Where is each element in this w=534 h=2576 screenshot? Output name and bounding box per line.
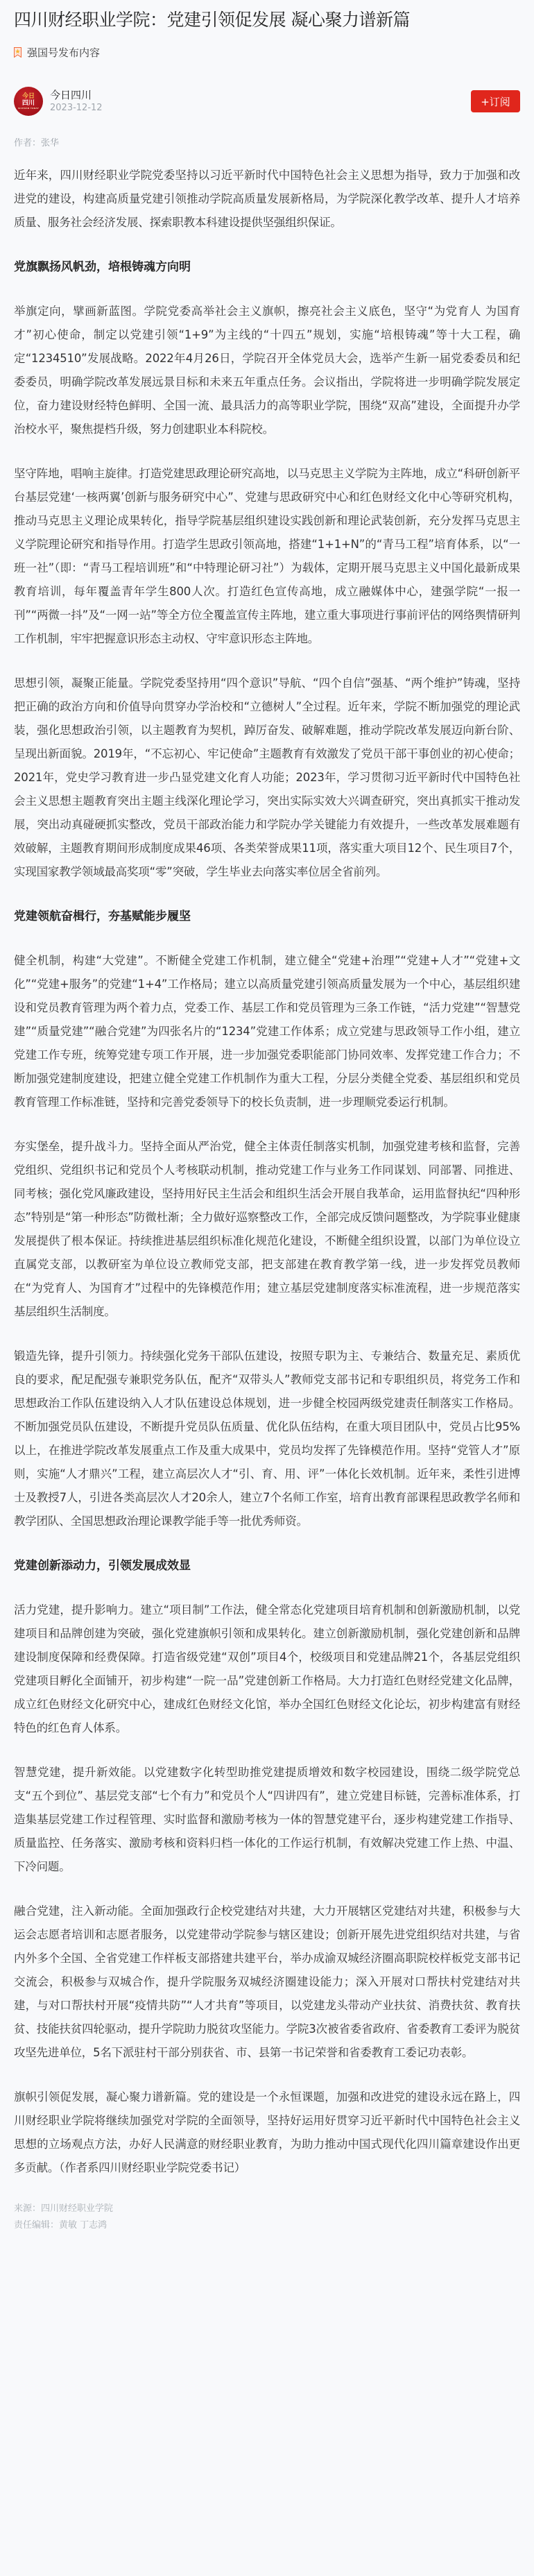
- editor-credit: 责任编辑：黄敏 丁志鸿: [14, 2220, 107, 2230]
- paragraph: 坚守阵地，唱响主旋律。打造党建思政理论研究高地，以马克思主义学院为主阵地，成立“科研创新平台基层党建‘一核两翼’创新与服务研究中心”、党建与思政研究中心和红色财经文化中心等研究机构，推动马克思主义理论成果转化，指导学院基层组织建设实践创新和理论武装创新，充分发挥马克思主义学院理论研究和指导作用。打造学生思政引领高地，搭建“1+1+N”的“青马工程”培育体系，以“一班一社”（即：“青马工程培训班”和“中特理论研习社”）为载体，定期开展马克思主义中国化最新成果教育培训，每年覆盖青年学生800人次。打造红色宣传高地，成立融媒体中心，建强学院“一报一刊”“两微一抖”及“一网一站”等全方位全覆盖宣传主阵地，建立重大事项进行事前评估的网络舆情研判工作机制，牢牢把握意识形态主动权、守牢意识形态主阵地。: [14, 467, 520, 645]
- paragraph: 夯实堡垒，提升战斗力。坚持全面从严治党，健全主体责任制落实机制，加强党建考核和监督，完善党组织、党组织书记和党员个人考核联动机制，推动党建工作与业务工作同谋划、同部署、同推进、同考核；强化党风廉政建设，坚持用好民主生活会和组织生活会开展自我革命，运用监督执纪“四种形态”特别是“第一种形态”防微杜渐；全力做好巡察整改工作，全部完成反馈问题整改，为学院事业健康发展提供了根本保证。持续推进基层组织标准化规范化建设，不断健全组织设置，以部门为单位设立直属党支部，以教研室为单位设立教师党支部，把支部建在教育教学第一线，进一步发挥党员教师在“为党育人、为国育才”过程中的先锋模范作用；建立基层党建制度落实标准流程，进一步规范落实基层组织生活制度。: [14, 1140, 520, 1318]
- subscribe-button[interactable]: +订阅: [471, 90, 520, 112]
- account-meta: [50, 88, 103, 114]
- paragraph: 近年来，四川财经职业学院党委坚持以习近平新时代中国特色社会主义思想为指导，致力于加强和改进党的建设，构建高质量党建引领推动学院高质量发展新格局，为学院深化教学改革、提升人才培养质量、服务社会经济发展、探索职教本科建设提供坚强组织保证。: [14, 169, 520, 229]
- bookmark-star-icon: [14, 47, 21, 58]
- avatar-text-line1: 今日: [21, 92, 35, 100]
- author-line: 作者：张华: [14, 138, 60, 148]
- source-tag: [14, 44, 520, 60]
- avatar[interactable]: [14, 87, 43, 116]
- paragraph: 旗帜引领促发展，凝心聚力谱新篇。党的建设是一个永恒课题，加强和改进党的建设永远在路上，四川财经职业学院将继续加强党对学院的全面领导，坚持好运用好贯穿习近平新时代中国特色社会主义思想的立场观点方法，办好人民满意的财经职业教育，为助力推动中国式现代化四川篇章建设作出更多贡献。（作者系四川财经职业学院党委书记）: [14, 2090, 520, 2174]
- account-header: [14, 86, 520, 117]
- section-heading: 党旗飘扬风帆劲，培根铸魂方向明: [14, 260, 191, 274]
- paragraph: 融合党建，注入新动能。全面加强政行企校党建结对共建，大力开展辖区党建结对共建，积极参与大运会志愿者培训和志愿者服务，以党建带动学院参与辖区建设；创新开展先进党组织结对共建，与省内外多个全国、全省党建工作样板支部搭建共建平台，举办成渝双城经济圈高职院校样板党支部书记交流会，积极参与双城合作，提升学院服务双城经济圈建设能力；深入开展对口帮扶村党建结对共建，与对口帮扶村开展“疫情共防”“人才共育”等项目，以党建龙头带动产业扶贫、消费扶贫、教育扶贫、技能扶贫四轮驱动，提升学院助力脱贫攻坚能力。学院3次被省委省政府、省委教育工委评为脱贫攻坚先进单位，5名下派驻村干部分别获省、市、县第一书记荣誉和省委教育工委记功表彰。: [14, 1904, 520, 2059]
- article-title: 四川财经职业学院：党建引领促发展 凝心聚力谱新篇: [14, 10, 410, 30]
- account-name[interactable]: 今日四川: [50, 89, 92, 101]
- section-heading: 党建领航奋楫行，夯基赋能步履坚: [14, 910, 191, 923]
- paragraph: 锻造先锋，提升引领力。持续强化党务干部队伍建设，按照专职为主、专兼结合、数量充足、素质优良的要求，配足配强专兼职党务队伍，配齐“双带头人”教师党支部书记和专职组织员，将党务工作和思想政治工作队伍建设纳入人才队伍建设总体规划，进一步健全校园两级党建责任制落实工作格局。不断加强党员队伍建设，不断提升党员队伍质量、优化队伍结构，在重大项目团队中，党员占比95%以上，在推进学院改革发展重点工作及重大成果中，党员均发挥了先锋模范作用。坚持“党管人才”原则，实施“人才鼎兴”工程，建立高层次人才“引、育、用、评”一体化长效机制。近年来，柔性引进博士及教授7人，引进各类高层次人才20余人，建立7个名师工作室，培育出教育部课程思政教学名师和教学团队、全国思想政治理论课教学能手等一批优秀师资。: [14, 1349, 520, 1528]
- paragraph: 思想引领，凝聚正能量。学院党委坚持用“四个意识”导航、“四个自信”强基、“两个维护”铸魂，坚持把正确的政治方向和价值导向贯穿办学治校和“立德树人”全过程。近年来，学院不断加强党的理论武装，强化思想政治引领，以主题教育为契机，踔厉奋发、破解难题，推动学院改革发展迈向新台阶、呈现出新面貌。2019年，“不忘初心、牢记使命”主题教育有效激发了党员干部干事创业的初心使命；2021年，党史学习教育进一步凸显党建文化育人功能；2023年，学习贯彻习近平新时代中国特色社会主义思想主题教育突出主题主线深化理论学习，突出实际实效大兴调查研究，突出真抓实干推动发展，突出动真碰硬抓实整改，党员干部政治能力和学院办学关键能力有效提升，一些改革发展难题有效破解，主题教育期间形成制度成果46项、各类荣誉成果11项，落实重大项目12个、民生项目7个，实现国家教学领域最高奖项“零”突破，学生毕业去向落实率位居全省前列。: [14, 676, 520, 878]
- section-heading: 党建创新添动力，引领发展成效显: [14, 1559, 191, 1573]
- paragraph: 活力党建，提升影响力。建立“项目制”工作法，健全常态化党建项目培育机制和创新激励机制，以党建项目和品牌创建为突破，强化党建旗帜引领和成果转化。建立创新激励机制，强化党建创新和品牌建设制度保障和经费保障。打造省级党建“双创”项目4个，校级项目和党建品牌21个，各基层党组织党建项目孵化全面铺开，初步构建“一院一品”党建创新工作格局。大力打造红色财经党建文化品牌，成立红色财经文化研究中心，建成红色财经文化馆，举办全国红色财经文化论坛，初步构建富有财经特色的红色育人体系。: [14, 1603, 520, 1734]
- avatar-text-line3: SICHUAN TODAY: [17, 106, 40, 110]
- article-footer: [14, 2201, 520, 2234]
- publish-date: 2023-12-12: [50, 103, 103, 113]
- source-credit: 来源：四川财经职业学院: [14, 2203, 114, 2214]
- paragraph: 智慧党建，提升新效能。以党建数字化转型助推党建提质增效和数字校园建设，围绕二级学院党总支“五个到位”、基层党支部“七个有力”和党员个人“四讲四有”，建立党建目标链，完善标准体系，打造集基层党建工作过程管理、实时监督和激励考核为一体的智慧党建平台，逐步构建党建工作指导、质量监控、任务落实、激励考核和资料归档一体化的工作运行机制，有效解决党建工作上热、中温、下冷问题。: [14, 1766, 520, 1873]
- source-tag-label: 强国号发布内容: [27, 46, 101, 59]
- paragraph: 举旗定向，擘画新蓝图。学院党委高举社会主义旗帜，擦亮社会主义底色，坚守“为党育人 为国育才”初心使命，制定以党建引领“1+9”为主线的“十四五”规划，实施“培根铸魂”等十大工程，确定“1234510”发展战略。2022年4月26日，学院召开全体党员大会，选举产生新一届党委委员和纪委委员，明确学院改革发展远景目标和未来五年重点任务。会议指出，学院将进一步明确学院发展定位，奋力建设财经特色鲜明、全国一流、最具活力的高等职业学院，围绕“双高”建设，全面提升办学治校水平，聚焦提档升级，努力创建职业本科院校。: [14, 305, 520, 436]
- article-body: [14, 164, 520, 2180]
- avatar-text-line2: 四川: [21, 99, 35, 107]
- paragraph: 健全机制，构建“大党建”。不断健全党建工作机制，建立健全“党建+治理”“党建+人才”“党建+文化”“党建+服务”的党建“1+4”工作格局；建立以高质量党建引领高质量发展为一个中心，基层组织建设和党员教育管理为两个着力点，党委工作、基层工作和党员管理为三条工作链，“活力党建”“智慧党建”“质量党建”“融合党建”为四张名片的“1234”党建工作体系；成立党建与思政领导工作小组，建立党建工作专班，统筹党建专项工作开展，进一步加强党委职能部门协同效率、发挥党建工作合力；不断加强党建制度建设，把建立健全党建工作机制作为重大工程，分层分类健全党委、基层组织和党员教育管理工作标准链，坚持和完善党委领导下的校长负责制，进一步理顺党委运行机制。: [14, 954, 520, 1109]
